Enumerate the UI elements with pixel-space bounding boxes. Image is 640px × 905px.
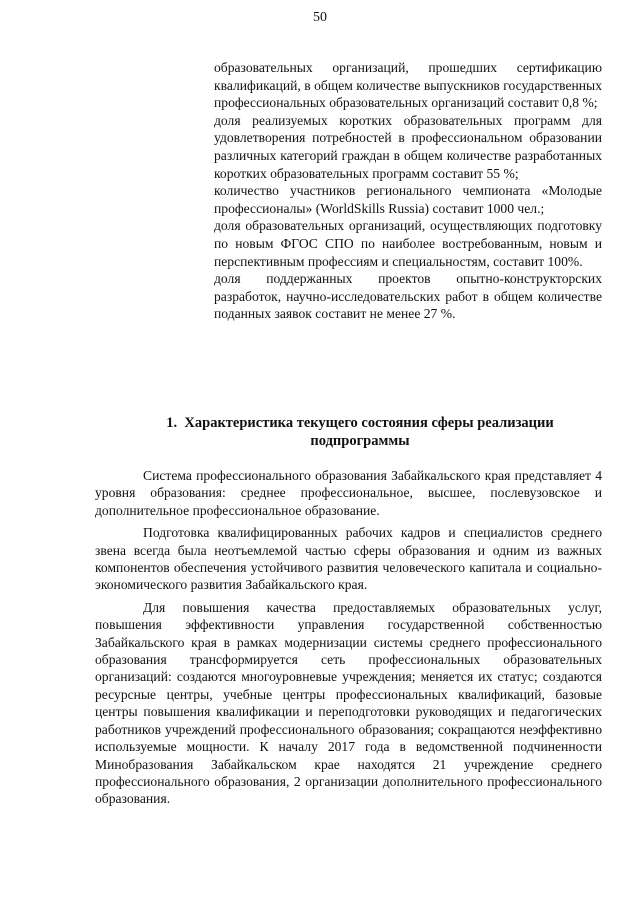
indicator-list (214, 59, 602, 323)
paragraph: Подготовка квалифицированных рабочих кадров и специалистов среднего звена всегда была неотъемлемой частью сферы образования и одним из важных компонентов обеспечения устойчивого развития человеческого капитала и социально-экономического развития Забайкальского края. (95, 525, 602, 593)
body-text (95, 467, 602, 813)
indicator-item: образовательных организаций, прошедших сертификацию квалификаций, в общем количестве выпускников государственных профессиональных образовательных организаций составит 0,8 %; (214, 60, 602, 111)
indicator-item: доля реализуемых коротких образовательных программ для удовлетворения потребностей в профессиональном образовании различных категорий граждан в общем количестве разработанных коротких образовательных программ составит 55 %; (214, 112, 602, 181)
indicator-item: доля образовательных организаций, осуществляющих подготовку по новым ФГОС СПО по наиболее востребованным, новым и перспективным профессиям и специальностям, составит 100%. (214, 218, 602, 269)
section-number: 1. (166, 415, 178, 431)
section-heading-line (110, 415, 610, 433)
section-title: Характеристика текущего состояния сферы реализации (184, 415, 554, 431)
page-number: 50 (313, 10, 327, 25)
indicator-item: доля поддержанных проектов опытно-конструкторских разработок, научно-исследовательских работ в общем количестве поданных заявок составит не менее 27 %. (214, 271, 602, 322)
indicator-item: количество участников регионального чемпионата «Молодые профессионалы» (WorldSkills Russia) составит 1000 чел.; (214, 183, 602, 216)
section-heading-line: подпрограммы (310, 432, 410, 449)
paragraph: Для повышения качества предоставляемых образовательных услуг, повышения эффективности управления государственной собственностью Забайкальского края в рамках модернизации системы среднего профессионального образования трансформируется сеть профессиональных образовательных организаций: создаются многоуровневые учреждения; меняется их статус; создаются ресурсные центры, учебные центры профессиональных квалификаций, базовые центры повышения квалификации и переподготовки руководящих и педагогических работников учреждений профессионального образования; сокращаются неэффективно используемые мощности. К началу 2017 года в ведомственной подчиненности Минобразования Забайкальском крае находятся 21 учреждение среднего профессионального образования, 2 организации дополнительного профессионального образования. (95, 599, 602, 807)
paragraph: Система профессионального образования Забайкальского края представляет 4 уровня образования: среднее профессиональное, высшее, послевузовское и дополнительное профессиональное образование. (95, 468, 602, 518)
section-heading (110, 415, 610, 450)
